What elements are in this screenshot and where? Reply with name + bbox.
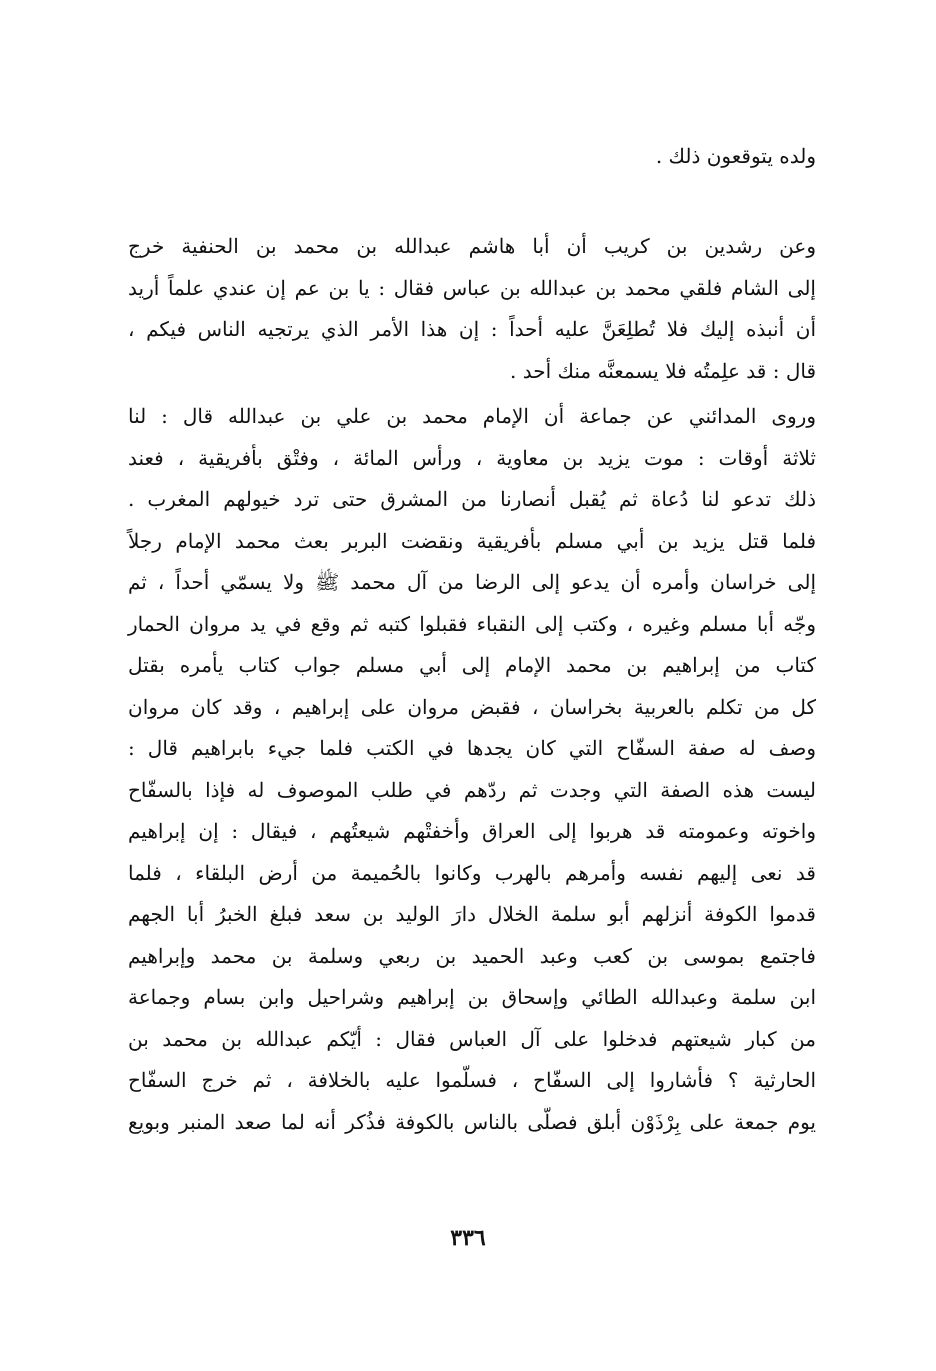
text-line: ابن سلمة وعبدالله الطائي وإسحاق بن إبراهيم وشراحيل وابن بسام وجماعة — [128, 985, 816, 1009]
text-line: إلى خراسان وأمره أن يدعو إلى الرضا من آل محمد ﷺ ولا يسمّي أحداً ، ثم — [128, 570, 816, 594]
text-line: قد نعى إليهم نفسه وأمرهم بالهرب وكانوا بالحُميمة من أرض البلقاء ، فلما — [128, 860, 816, 885]
text-line: ولده يتوقعون ذلك . — [655, 144, 816, 168]
text-line: واخوته وعمومته قد هربوا إلى العراق وأخفتْهم شيعتُهم ، فيقال : إن إبراهيم — [128, 819, 816, 843]
text-line: قدموا الكوفة أنزلهم أبو سلمة الخلال دارَ الوليد بن سعد فبلغ الخبرُ أبا الجهم — [128, 902, 816, 926]
text-line: وجّه أبا مسلم وغيره ، وكتب إلى النقباء فقبلوا كتبه ثم وقع في يد مروان الحمار — [128, 611, 816, 636]
text-line: فلما قتل يزيد بن أبي مسلم بأفريقية ونقضت البربر بعث محمد الإمام رجلاً — [128, 528, 816, 553]
text-line: وروى المدائني عن جماعة أن الإمام محمد بن علي بن عبدالله قال : لنا — [128, 404, 816, 428]
text-line: فاجتمع بموسى بن كعب وعبد الحميد بن ربعي وسلمة بن محمد وإبراهيم — [128, 943, 816, 968]
paragraph-rashdin — [128, 226, 816, 392]
text-line: ذلك تدعو لنا دُعاة ثم يُقبل أنصارنا من المشرق حتى ترد خيولهم المغرب . — [128, 487, 816, 511]
text-line: أن أنبذه إليك فلا تُطلِعَنَّ عليه أحداً : إن هذا الأمر الذي يرتجيه الناس فيكم ، — [128, 317, 817, 341]
paragraph-madaini — [128, 396, 816, 1143]
text-line: قال : قد علِمتُه فلا يسمعنَّه منك أحد . — [510, 358, 816, 383]
text-line: كل من تكلم بالعربية بخراسان ، فقبض مروان على إبراهيم ، وقد كان مروان — [128, 694, 816, 719]
text-line: كتاب من إبراهيم بن محمد الإمام إلى أبي مسلم جواب كتاب يأمره بقتل — [128, 653, 816, 677]
text-line: الحارثية ؟ فأشاروا إلى السفّاح ، فسلّموا عليه بالخلافة ، ثم خرج السفّاح — [128, 1068, 816, 1092]
text-line: وعن رشدين بن كريب أن أبا هاشم عبدالله بن محمد بن الحنفية خرج — [128, 234, 816, 258]
text-line: ثلاثة أوقات : موت يزيد بن معاوية ، ورأس المائة ، وفتْق بأفريقية ، فعند — [128, 445, 816, 470]
page-number: ٣٣٦ — [450, 1225, 486, 1251]
text-line: يوم جمعة على بِرْذَوْن أبلق فصلّى بالناس بالكوفة فذُكر أنه لما صعد المنبر وبويع — [128, 1109, 816, 1134]
text-line: من كبار شيعتهم فدخلوا على آل العباس فقال : أيّكم عبدالله بن محمد بن — [128, 1026, 816, 1051]
text-line: إلى الشام فلقي محمد بن عبدالله بن عباس فقال : يا بن عم إن عندي علماً أريد — [128, 275, 816, 300]
paragraph-intro — [128, 136, 816, 178]
text-line: ليست هذه الصفة التي وجدت ثم ردّهم في طلب الموصوف له فإذا بالسفّاح — [128, 777, 816, 802]
text-line: وصف له صفة السفّاح التي كان يجدها في الكتب فلما جيء بابراهيم قال : — [128, 736, 816, 760]
